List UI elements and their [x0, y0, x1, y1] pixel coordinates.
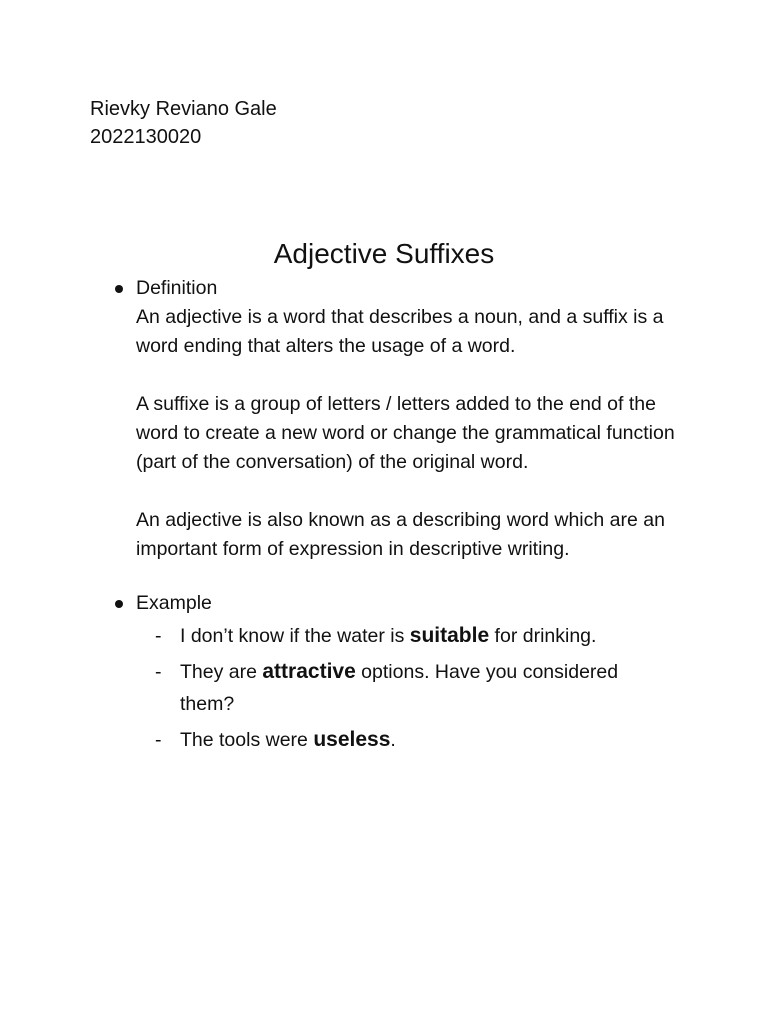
author-block — [90, 95, 277, 151]
definition-paragraph: An adjective is also known as a describing word which are an important form of expression in descriptive writing. — [136, 509, 665, 560]
example-adjective: attractive — [262, 660, 356, 683]
example-text: options. Have you considered them? — [180, 661, 619, 715]
bullet-dot-icon — [115, 600, 123, 608]
definition-heading: Definition — [136, 277, 218, 299]
dash-marker: - — [155, 625, 162, 647]
bullet-dot-icon — [115, 285, 123, 293]
document-title: Adjective Suffixes — [273, 238, 495, 269]
definition-paragraph: An adjective is a word that describes a noun, and a suffix is a word ending that alters the usage of a word. — [136, 306, 664, 357]
example-text: The tools were — [180, 729, 314, 751]
author-name: Rievky Reviano Gale — [90, 98, 277, 120]
example-adjective: suitable — [409, 624, 490, 647]
example-item — [155, 724, 675, 756]
example-bullet — [112, 589, 682, 618]
example-item — [155, 620, 675, 652]
example-text: for drinking. — [489, 625, 597, 647]
example-adjective: useless — [313, 728, 391, 751]
definition-paragraph: A suffixe is a group of letters / letters added to the end of the word to create a new word or change the grammatical function (part of the conversation) of the original word. — [136, 393, 675, 473]
dash-marker: - — [155, 661, 162, 683]
student-id: 2022130020 — [90, 126, 202, 148]
example-text: They are — [180, 661, 263, 683]
dash-marker: - — [155, 729, 162, 751]
example-text: . — [390, 729, 396, 751]
definition-section — [112, 274, 682, 564]
example-section — [112, 589, 682, 618]
example-heading: Example — [136, 592, 212, 614]
example-text: I don’t know if the water is — [180, 625, 410, 647]
definition-bullet — [112, 274, 682, 564]
example-item — [155, 656, 675, 720]
example-list — [155, 620, 675, 756]
